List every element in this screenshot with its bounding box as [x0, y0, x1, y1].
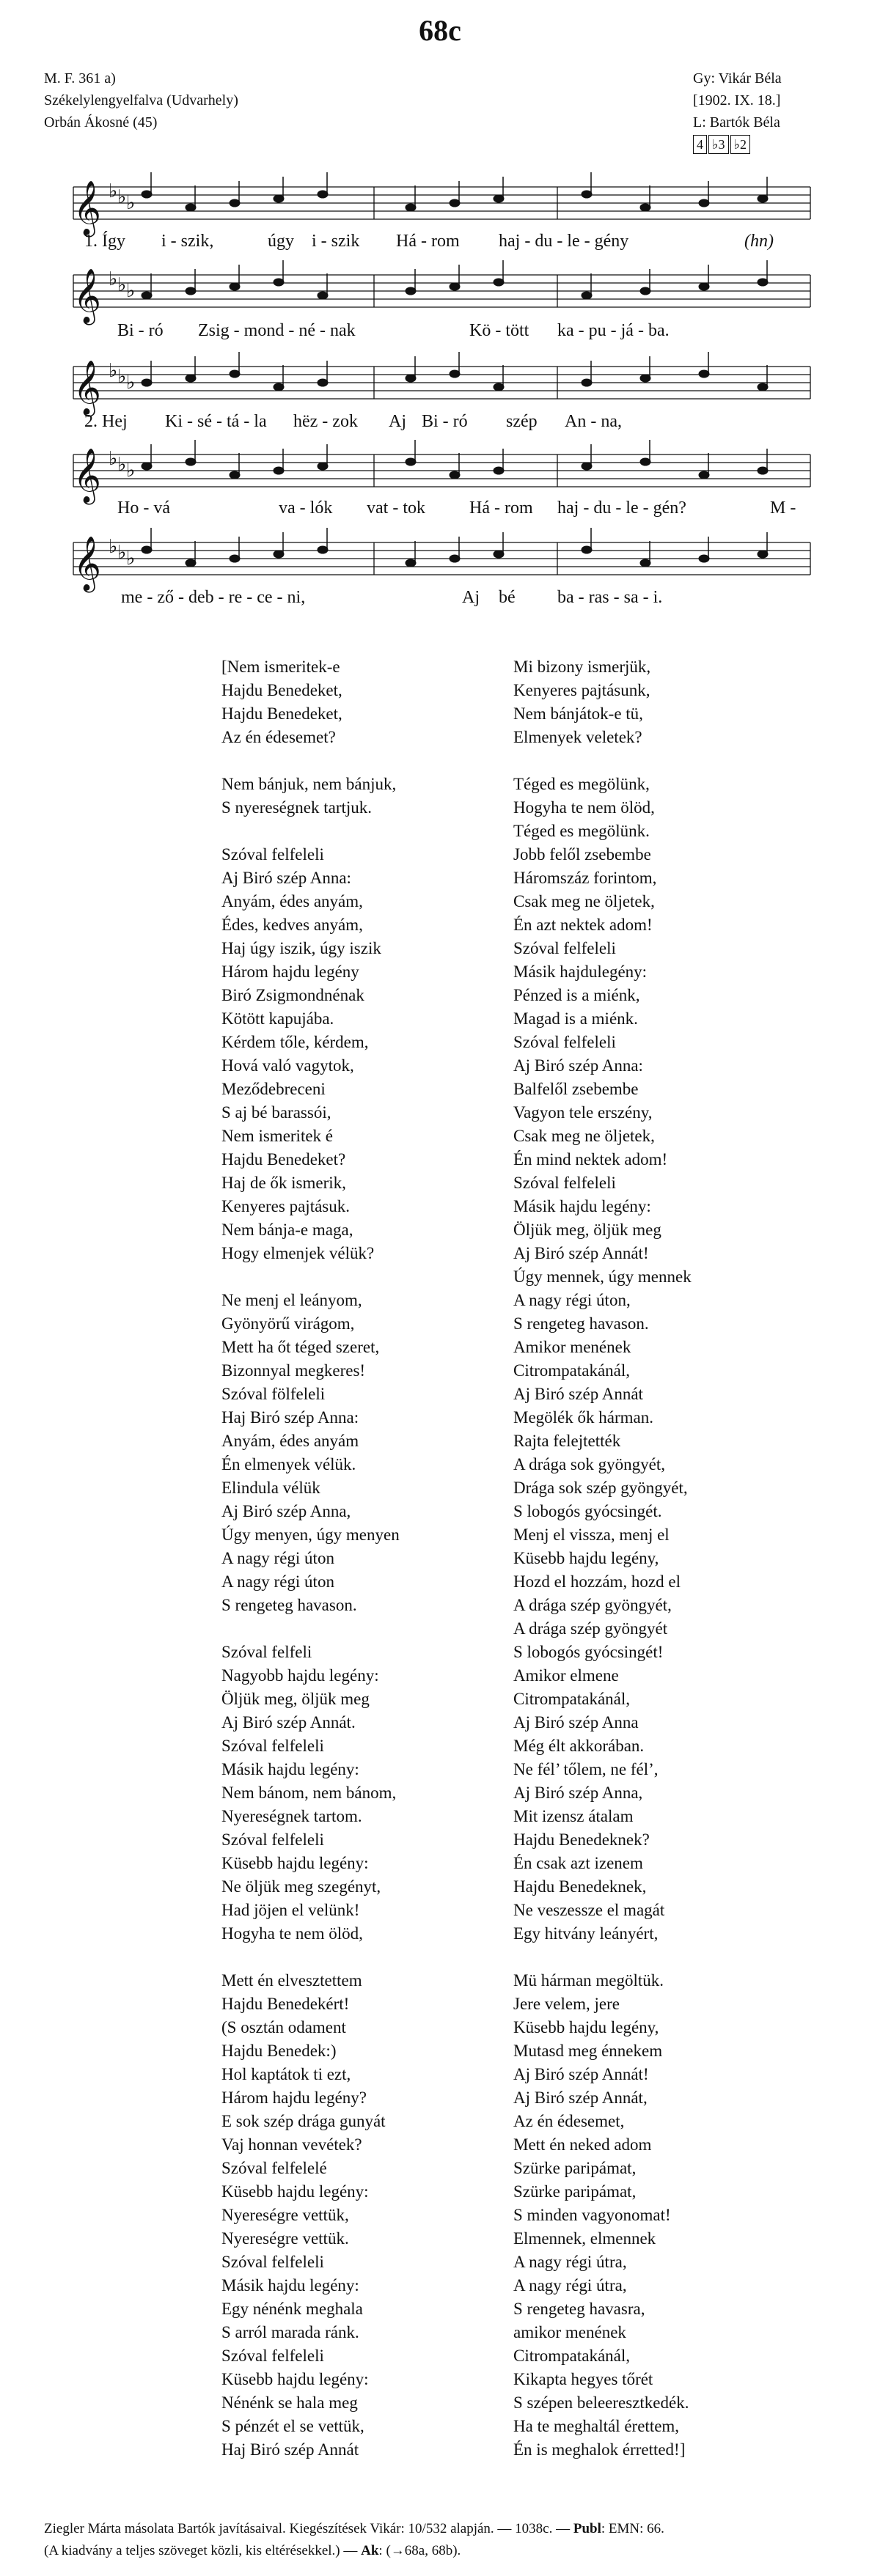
verse-line: S lobogós gyócsingét. [513, 1502, 662, 1520]
verse-line: S rengeteg havasra, [513, 2300, 645, 2318]
note-head [640, 287, 650, 295]
note-head [318, 191, 328, 198]
verse-line: Aj Biró szép Anna [513, 1713, 639, 1732]
verse-line: Megölék ők hárman. [513, 1408, 653, 1427]
verse-line: Citrompatakánál, [513, 2347, 631, 2365]
lyric-syllable: Bi - ró [117, 321, 164, 340]
verse-line: Haj de ők ismerik, [221, 1174, 346, 1192]
verse-line: Ne öljük meg szegényt, [221, 1877, 381, 1896]
lyric-syllable: i - szik, [161, 232, 214, 251]
flat-sign: ♭ [109, 448, 118, 470]
flat-sign: ♭ [126, 548, 136, 570]
verse-line: Hajdu Benedeknek, [513, 1877, 647, 1896]
verse-line: Szóval felfeleli [221, 2253, 324, 2271]
verse-line: A drága szép gyöngyét [513, 1619, 668, 1638]
lyric-syllable: Há - rom [469, 498, 533, 518]
note-head [142, 379, 152, 386]
transcriber: L: Bartók Béla [693, 114, 780, 130]
verse-line: Elindula vélük [221, 1479, 320, 1497]
verse-line: Amikor elmene [513, 1666, 619, 1685]
verse-line: Szóval felfeleli [221, 1830, 324, 1849]
verse-line: S rengeteg havason. [513, 1314, 649, 1333]
lyric-syllable: haj - du - le - gén? [557, 498, 686, 518]
footnote [44, 2518, 851, 2562]
lyric-syllable: Há - rom [396, 232, 460, 251]
verse-line: Három hajdu legény [221, 963, 359, 981]
verse-line: Szóval fölfeleli [221, 1385, 326, 1403]
signature-box: ♭2 [730, 135, 751, 154]
note-head [450, 370, 460, 378]
note-head [318, 292, 328, 299]
verse-line: Téged es megölünk. [513, 822, 650, 840]
verse-line: Szürke paripámat, [513, 2159, 637, 2177]
location: Székelylengyelfalva (Udvarhely) [44, 92, 238, 108]
note-head [640, 204, 650, 211]
verse-line: Aj Biró szép Annát. [221, 1713, 356, 1732]
note-head [494, 279, 504, 286]
verse-line: Magad is a miénk. [513, 1009, 638, 1028]
note-head [758, 279, 768, 286]
treble-clef: 𝄞 [73, 181, 101, 235]
verse-line: Hajdu Benedeket, [221, 681, 342, 699]
note-head [230, 471, 240, 479]
lyric-syllable: haj - du - le - gény [499, 232, 629, 251]
lyric-line-3 [84, 412, 622, 431]
verse-line: S szépen beleeresztkedék. [513, 2393, 689, 2412]
note-head [318, 546, 328, 553]
note-head [274, 551, 284, 558]
note-head [758, 195, 768, 202]
note-head [640, 559, 650, 567]
verse-line: Én csak azt izenem [513, 1854, 643, 1872]
note-head [758, 551, 768, 558]
note-head [699, 199, 709, 207]
footnote-bold: Publ [573, 2521, 601, 2536]
note-head [230, 283, 240, 290]
verse-line: Kenyeres pajtásunk, [513, 681, 650, 699]
note-head [494, 551, 504, 558]
verse-line: Ne fél’ tőlem, ne fél’, [513, 1760, 659, 1778]
verse-line: Mi bizony ismerjük, [513, 658, 651, 676]
verse-line: Az én édesemet, [513, 2112, 625, 2130]
verse-line: Mett én elvesztettem [221, 1971, 362, 1990]
note-head [582, 191, 592, 198]
verse-line: Rajta felejtették [513, 1432, 621, 1450]
verse-line: Csak meg ne öljetek, [513, 1127, 655, 1145]
verse-line: Nem bánjátok-e tü, [513, 704, 643, 723]
verse-line: Én azt nektek adom! [513, 916, 653, 934]
verse-line: Aj Biró szép Anna, [513, 1784, 643, 1802]
verse-line: Egy nénénk meghala [221, 2300, 363, 2318]
stanza-gap [221, 749, 400, 773]
verse-line: Öljük meg, öljük meg [513, 1221, 661, 1239]
verse-line: Másik hajdu legény: [221, 2276, 359, 2295]
note-head [494, 383, 504, 391]
note-head [186, 375, 196, 382]
verse-line: Csak meg ne öljetek, [513, 892, 655, 910]
lyric-syllable: bé [499, 588, 516, 607]
verse-line: Anyám, édes anyám, [221, 892, 363, 910]
verse-line: Hol kaptátok ti ezt, [221, 2065, 351, 2083]
verse-line: A nagy régi útra, [513, 2253, 627, 2271]
verse-line: Amikor menének [513, 1338, 631, 1356]
verse-line: Aj Biró szép Annát [513, 1385, 643, 1403]
flat-sign: ♭ [109, 268, 118, 290]
verse-line: Biró Zsigmondnénak [221, 986, 364, 1004]
footnote-bold: Ak [361, 2543, 379, 2558]
verse-line: Téged es megölünk, [513, 775, 650, 793]
verse-line: S nyereségnek tartjuk. [221, 798, 373, 817]
lyric-syllable: ba - ras - sa - i. [557, 588, 663, 607]
verse-line: Nyereségre vettük. [221, 2229, 349, 2248]
verse-line: Haj úgy iszik, úgy iszik [221, 939, 381, 957]
stanza-gap [513, 1946, 692, 1969]
verse-line: Nyereségre vettük, [221, 2206, 349, 2224]
verse-line: Másik hajdulegény: [513, 963, 648, 981]
verse-line: Kenyeres pajtásuk. [221, 1197, 350, 1215]
verse-line: Drága sok szép gyöngyét, [513, 1479, 688, 1497]
note-head [699, 370, 709, 378]
verse-line: Háromszáz forintom, [513, 869, 657, 887]
verse-line: Küsebb hajdu legény: [221, 1854, 369, 1872]
verse-line: Haj Biró szép Annát [221, 2440, 359, 2459]
verse-line: Ha te meghaltál érettem, [513, 2417, 680, 2435]
footnote-line-2 [44, 2540, 851, 2562]
note-head [186, 559, 196, 567]
note-head [699, 555, 709, 562]
lyric-line-4 [117, 498, 796, 518]
collection-date: [1902. IX. 18.] [693, 92, 781, 108]
footnote-text: : EMN: 66. [601, 2521, 664, 2536]
verse-line: A drága szép gyöngyét, [513, 1596, 672, 1614]
verse-line: Küsebb hajdu legény: [221, 2370, 369, 2388]
flat-sign: ♭ [117, 454, 127, 476]
verse-line: S lobogós gyócsingét! [513, 1643, 664, 1661]
verse-line: Aj Biró szép Anna, [221, 1502, 351, 1520]
lyric-syllable: 2. Hej [84, 412, 128, 431]
stanza-gap [221, 1617, 400, 1641]
verse-line: Én is meghalok érretted!] [513, 2440, 686, 2459]
lyric-syllable: Ho - vá [117, 498, 170, 518]
verse-line: Nem bánom, nem bánom, [221, 1784, 397, 1802]
lyric-syllable: Zsig - mond - né - nak [198, 321, 356, 340]
note-head [230, 199, 240, 207]
flat-sign: ♭ [117, 366, 127, 388]
verse-line: Édes, kedves anyám, [221, 916, 363, 934]
verse-line: Másik hajdu legény: [221, 1760, 359, 1778]
verse-line: Szóval felfeleli [221, 1737, 324, 1755]
lyric-line-2 [117, 321, 670, 340]
verse-line: Szóval felfeleli [513, 1033, 616, 1051]
note-head [274, 467, 284, 474]
verse-line: Három hajdu legény? [221, 2089, 367, 2107]
verse-line: Hajdu Benedeket? [221, 1150, 346, 1169]
verse-line: Nagyobb hajdu legény: [221, 1666, 379, 1685]
verse-line: Úgy mennek, úgy mennek [513, 1267, 692, 1286]
verse-line: Kikapta hegyes tőrét [513, 2370, 653, 2388]
verse-line: Hajdu Benedekért! [221, 1995, 350, 2013]
verse-line: Jere velem, jere [513, 1995, 620, 2013]
stanza-gap [221, 1946, 400, 1969]
verse-line: Balfelől zsebembe [513, 1080, 639, 1098]
verse-line: S minden vagyonomat! [513, 2206, 671, 2224]
treble-clef: 𝄞 [73, 449, 101, 503]
flat-sign: ♭ [126, 372, 136, 394]
song-number-title: 68c [419, 14, 461, 47]
verse-line: S rengeteg havason. [221, 1596, 357, 1614]
verse-line: Elmennek, elmennek [513, 2229, 656, 2248]
verse-line: Hajdu Benedeknek? [513, 1830, 650, 1849]
verse-line: Vagyon tele erszény, [513, 1103, 653, 1122]
verse-line: Küsebb hajdu legény: [221, 2182, 369, 2201]
lyric-syllable: ka - pu - já - ba. [557, 321, 670, 340]
verse-line: Aj Biró szép Annát! [513, 2065, 649, 2083]
stanza-gap [221, 820, 400, 843]
verse-line: Aj Biró szép Anna: [221, 869, 351, 887]
verse-line: Mutasd meg énnekem [513, 2042, 663, 2060]
verse-line: S arról marada ránk. [221, 2323, 359, 2341]
note-head [318, 463, 328, 470]
note-head [406, 287, 416, 295]
footnote-text: : (→68a, 68b). [378, 2543, 461, 2558]
verse-line: Nem bánjuk, nem bánjuk, [221, 775, 397, 793]
verse-line: Hozd el hozzám, hozd el [513, 1572, 681, 1591]
verse-line: Aj Biró szép Annát! [513, 1244, 649, 1262]
verse-line: Aj Biró szép Anna: [513, 1056, 643, 1075]
note-head [142, 546, 152, 553]
verse-line: Nem ismeritek é [221, 1127, 334, 1145]
verse-line: Szóval felfelelé [221, 2159, 327, 2177]
verse-line: Citrompatakánál, [513, 1361, 631, 1380]
verse-line: Én elmenyek vélük. [221, 1455, 356, 1473]
treble-clef: 𝄞 [73, 361, 101, 415]
verse-line: Jobb felől zsebembe [513, 845, 651, 864]
lyric-syllable: vat - tok [367, 498, 425, 518]
footnote-line-1 [44, 2518, 851, 2540]
flat-sign: ♭ [126, 460, 136, 482]
note-head [406, 559, 416, 567]
note-head [186, 458, 196, 465]
note-head [640, 375, 650, 382]
flat-sign: ♭ [126, 280, 136, 302]
note-head [582, 546, 592, 553]
lyric-syllable: hëz - zok [293, 412, 358, 431]
verse-line: Haj Biró szép Anna: [221, 1408, 359, 1427]
lyric-syllable: M - [770, 498, 796, 518]
lyric-syllable: Ki - sé - tá - la [165, 412, 267, 431]
footnote-text: (A kiadvány a teljes szöveget közli, kis eltérésekkel.) — [44, 2543, 362, 2558]
verse-line: Hogyha te nem ölöd, [513, 798, 655, 817]
verse-line: Citrompatakánál, [513, 1690, 631, 1708]
signature-box: ♭3 [708, 135, 729, 154]
music-notation [0, 0, 880, 630]
verse-line: amikor menének [513, 2323, 626, 2341]
treble-clef: 𝄞 [73, 269, 101, 323]
note-head [582, 379, 592, 386]
verse-line: Nénénk se hala meg [221, 2393, 358, 2412]
verse-line: Had jöjen el velünk! [221, 1901, 360, 1919]
verse-line: Szóval felfeleli [221, 2347, 324, 2365]
lyric-line-1 [84, 232, 774, 251]
verse-line: E sok szép drága gunyát [221, 2112, 386, 2130]
verse-line: (S osztán odament [221, 2018, 346, 2036]
verse-line: A drága sok gyöngyét, [513, 1455, 665, 1473]
note-head [582, 292, 592, 299]
lyric-syllable: 1. Így [84, 232, 125, 251]
verse-line: Meződebreceni [221, 1080, 326, 1098]
note-head [142, 292, 152, 299]
verse-line: Mett én neked adom [513, 2135, 652, 2154]
note-head [640, 458, 650, 465]
lyric-syllable: me - ző - deb - re - ce - ni, [121, 588, 306, 607]
note-head [142, 191, 152, 198]
note-head [582, 463, 592, 470]
verse-line: Nyereségnek tartom. [221, 1807, 362, 1825]
verse-line: Kötött kapujába. [221, 1009, 334, 1028]
note-head [186, 287, 196, 295]
verse-line: Elmenyek veletek? [513, 728, 642, 746]
note-head [699, 471, 709, 479]
verse-line: Mü hárman megöltük. [513, 1971, 664, 1990]
verse-line: S pénzét el se vettük, [221, 2417, 364, 2435]
verse-line: Hajdu Benedeket, [221, 704, 342, 723]
note-head [450, 471, 460, 479]
verse-line: Hogy elmenjek vélük? [221, 1244, 375, 1262]
note-head [230, 370, 240, 378]
verse-line: [Nem ismeritek-e [221, 658, 340, 676]
verse-line: Menj el vissza, menj el [513, 1526, 670, 1544]
lyric-syllable: Aj [389, 412, 406, 431]
note-head [494, 195, 504, 202]
verse-line: Küsebb hajdu legény, [513, 2018, 659, 2036]
verse-line: Szóval felfeleli [513, 1174, 616, 1192]
verse-line: Hajdu Benedek:) [221, 2042, 337, 2060]
lyric-syllable: (hn) [744, 232, 774, 251]
note-head [494, 467, 504, 474]
treble-clef: 𝄞 [73, 537, 101, 591]
note-head [406, 204, 416, 211]
verse-line: S aj bé barassói, [221, 1103, 331, 1122]
verse-line: A nagy régi úton, [513, 1291, 631, 1309]
verse-line: Hová való vagytok, [221, 1056, 354, 1075]
verse-line: Úgy menyen, úgy menyen [221, 1526, 400, 1544]
lyric-syllable: Bi - ró [422, 412, 468, 431]
lyric-syllable: An - na, [565, 412, 622, 431]
stanza-gap [221, 1265, 400, 1289]
signature-box: 4 [693, 135, 707, 154]
footnote-text: Ziegler Márta másolata Bartók javításaival. Kiegészítések Vikár: 10/532 alapján. — 1038c. — [44, 2521, 573, 2536]
verse-line: Aj Biró szép Annát, [513, 2089, 648, 2107]
flat-sign: ♭ [109, 360, 118, 382]
text-column-right [513, 655, 692, 2462]
collector: Gy: Vikár Béla [693, 70, 782, 87]
verse-line: Mett ha őt téged szeret, [221, 1338, 380, 1356]
verse-line: Pénzed is a miénk, [513, 986, 640, 1004]
catalog-number: M. F. 361 a) [44, 70, 116, 87]
note-head [230, 555, 240, 562]
verse-line: Szóval felfeli [221, 1643, 312, 1661]
note-head [758, 383, 768, 391]
note-head [274, 383, 284, 391]
note-head [450, 555, 460, 562]
flat-sign: ♭ [109, 180, 118, 202]
verse-line: Én mind nektek adom! [513, 1150, 668, 1169]
lyric-syllable: úgy [268, 232, 294, 251]
note-head [406, 458, 416, 465]
flat-sign: ♭ [117, 542, 127, 564]
verse-line: Ne veszessze el magát [513, 1901, 665, 1919]
flat-sign: ♭ [117, 274, 127, 296]
verse-line: Még élt akkorában. [513, 1737, 645, 1755]
verse-line: Ne menj el leányom, [221, 1291, 362, 1309]
lyric-syllable: i - szik [312, 232, 360, 251]
note-head [186, 204, 196, 211]
verse-line: Nem bánja-e maga, [221, 1221, 353, 1239]
note-head [274, 195, 284, 202]
verse-line: Szóval felfeleli [513, 939, 616, 957]
verse-line: Gyönyörű virágom, [221, 1314, 355, 1333]
singer: Orbán Ákosné (45) [44, 114, 158, 130]
verse-line: Küsebb hajdu legény, [513, 1549, 659, 1567]
lyric-line-5 [121, 588, 662, 607]
note-head [142, 463, 152, 470]
verse-line: Szóval felfeleli [221, 845, 324, 864]
verse-line: Másik hajdu legény: [513, 1197, 651, 1215]
verse-line: Hogyha te nem ölöd, [221, 1924, 363, 1943]
verse-line: Vaj honnan vevétek? [221, 2135, 362, 2154]
note-head [450, 199, 460, 207]
note-head [758, 467, 768, 474]
note-head [318, 379, 328, 386]
flat-sign: ♭ [109, 536, 118, 558]
note-head [450, 283, 460, 290]
lyric-syllable: szép [506, 412, 538, 431]
text-column-left [221, 655, 400, 2462]
verse-line: A nagy régi útra, [513, 2276, 627, 2295]
verse-line: Anyám, édes anyám [221, 1432, 359, 1450]
verse-line: A nagy régi úton [221, 1549, 334, 1567]
verse-line: Bizonnyal megkeres! [221, 1361, 366, 1380]
lyric-syllable: Kö - tött [469, 321, 529, 340]
stanza-gap [513, 749, 692, 773]
verse-line: Öljük meg, öljük meg [221, 1690, 370, 1708]
verse-line: Mit izensz átalam [513, 1807, 634, 1825]
verse-line: Kérdem tőle, kérdem, [221, 1033, 369, 1051]
lyric-syllable: Aj [462, 588, 480, 607]
verse-line: Egy hitvány leányért, [513, 1924, 659, 1943]
lyric-syllable: va - lók [279, 498, 333, 518]
note-head [406, 375, 416, 382]
verse-line: Az én édesemet? [221, 728, 336, 746]
verse-line: Szürke paripámat, [513, 2182, 637, 2201]
note-head [699, 283, 709, 290]
note-head [274, 279, 284, 286]
flat-sign: ♭ [126, 192, 136, 214]
flat-sign: ♭ [117, 186, 127, 208]
verse-line: A nagy régi úton [221, 1572, 334, 1591]
